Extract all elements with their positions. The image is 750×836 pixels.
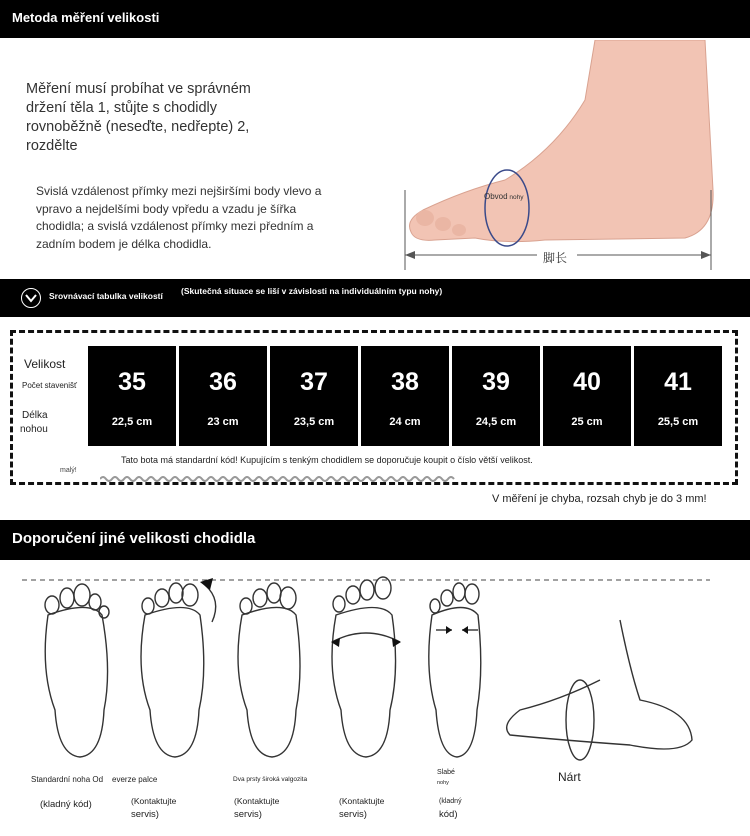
foot-measurement-illustration xyxy=(395,40,725,280)
intro-line: Měření musí probíhat ve správném xyxy=(26,81,251,97)
action-hallux-b: servis) xyxy=(131,809,159,820)
size-cell-37 xyxy=(270,346,358,446)
length-value: 24 cm xyxy=(389,416,421,428)
size-value: 40 xyxy=(573,368,601,396)
length-value: 25 cm xyxy=(571,416,603,428)
length-value: 22,5 cm xyxy=(111,416,153,428)
girth-label-a: Obvod xyxy=(484,192,508,201)
recommendation-title: Doporučení jiné velikosti chodidla xyxy=(12,530,256,547)
action-thin-a: (kladný xyxy=(439,798,462,805)
arrow-right xyxy=(701,251,711,259)
caption-thin-b: nohy xyxy=(437,780,449,786)
length-row-label xyxy=(22,409,48,437)
action-broad xyxy=(339,795,384,821)
length-row-label-a: Délka xyxy=(22,410,48,421)
foot-instep xyxy=(507,620,692,760)
comparison-note: (Skutečná situace se liší v závislosti na individuálním typu nohy) xyxy=(181,286,443,296)
toe xyxy=(416,210,434,226)
action-standard: (kladný kód) xyxy=(40,799,92,810)
size-value: 37 xyxy=(300,368,328,396)
foot-standard xyxy=(45,584,109,757)
header-bar xyxy=(0,0,750,38)
recommendation-bar xyxy=(0,520,750,560)
small-note: malý! xyxy=(60,467,77,474)
caption-wide: Dva prsty široká valgozita xyxy=(233,776,308,783)
length-row-label-b: nohou xyxy=(20,424,48,435)
intro-text xyxy=(26,80,316,156)
size-cell-36 xyxy=(179,346,267,446)
intro-line: držení těla 1, stůjte s chodidly xyxy=(26,100,218,116)
size-cell-35 xyxy=(88,346,176,446)
action-wide-b: servis) xyxy=(234,809,262,820)
description-line: Svislá vzdálenost přímky mezi nejširšími body vlevo a xyxy=(36,184,322,198)
action-hallux-a: (Kontaktujte xyxy=(131,796,177,806)
foot-wide xyxy=(238,583,300,757)
header-title: Metoda měření velikosti xyxy=(12,10,160,25)
action-broad-a: (Kontaktujte xyxy=(339,796,385,806)
size-cell-38 xyxy=(361,346,449,446)
caption-thin xyxy=(437,768,455,788)
size-value: 35 xyxy=(118,368,146,396)
comparison-title: Srovnávací tabulka velikostí xyxy=(49,291,163,301)
standard-code-note: Tato bota má standardní kód! Kupujícím s tenkým chodidlem se doporučuje koupit o číslo větší velikost. xyxy=(121,455,533,465)
size-value: 36 xyxy=(209,368,237,396)
description-line: zadním bodem je délka chodidla. xyxy=(36,236,212,251)
foot-thin xyxy=(429,583,481,757)
chevron-down-icon xyxy=(21,288,41,308)
error-note: V měření je chyba, rozsah chyb je do 3 mm! xyxy=(492,493,707,505)
size-value: 39 xyxy=(482,368,510,396)
foot-shape xyxy=(410,40,714,242)
action-thin-b: kód) xyxy=(439,809,458,820)
foot-broad xyxy=(332,577,400,757)
size-cell-39 xyxy=(452,346,540,446)
caption-hallux: everze palce xyxy=(112,775,158,784)
size-comparison-bar xyxy=(0,279,750,317)
girth-label xyxy=(484,192,524,201)
arrow-left xyxy=(405,251,415,259)
length-value: 24,5 cm xyxy=(475,416,517,428)
girth-label-b: nohy xyxy=(509,194,524,201)
action-wide xyxy=(234,795,279,821)
length-value: 25,5 cm xyxy=(657,416,699,428)
description-line: vpravo a nejdelšími body vpředu a vzadu je šířka xyxy=(36,201,297,216)
intro-line: rozdělte xyxy=(26,138,78,154)
intro-line: rovnoběžně (neseďte, nedřepte) 2, xyxy=(26,119,250,135)
size-row-label: Velikost xyxy=(24,357,66,371)
size-cell-40 xyxy=(543,346,631,446)
size-value: 38 xyxy=(391,368,419,396)
divider-decoration xyxy=(100,473,455,483)
pocet-row-label: Počet stavenišť xyxy=(22,381,78,390)
length-label: 脚长 xyxy=(543,251,568,265)
action-thin xyxy=(439,795,462,821)
caption-thin-a: Slabé xyxy=(437,769,455,776)
size-value: 41 xyxy=(664,368,692,396)
description-line: chodidla; a svislá vzdálenost přímky mezi předním a xyxy=(36,219,314,233)
action-wide-a: (Kontaktujte xyxy=(234,796,280,806)
length-value: 23,5 cm xyxy=(293,416,335,428)
foot-hallux xyxy=(141,583,216,757)
caption-instep: Nárt xyxy=(558,770,581,784)
action-broad-b: servis) xyxy=(339,809,367,820)
toe xyxy=(435,217,451,231)
foot-types-illustration xyxy=(0,560,750,770)
toe xyxy=(452,224,466,236)
length-value: 23 cm xyxy=(207,416,239,428)
caption-standard: Standardní noha Od xyxy=(31,775,104,784)
action-hallux xyxy=(131,795,176,821)
measurement-description xyxy=(36,183,366,253)
size-cell-41 xyxy=(634,346,722,446)
